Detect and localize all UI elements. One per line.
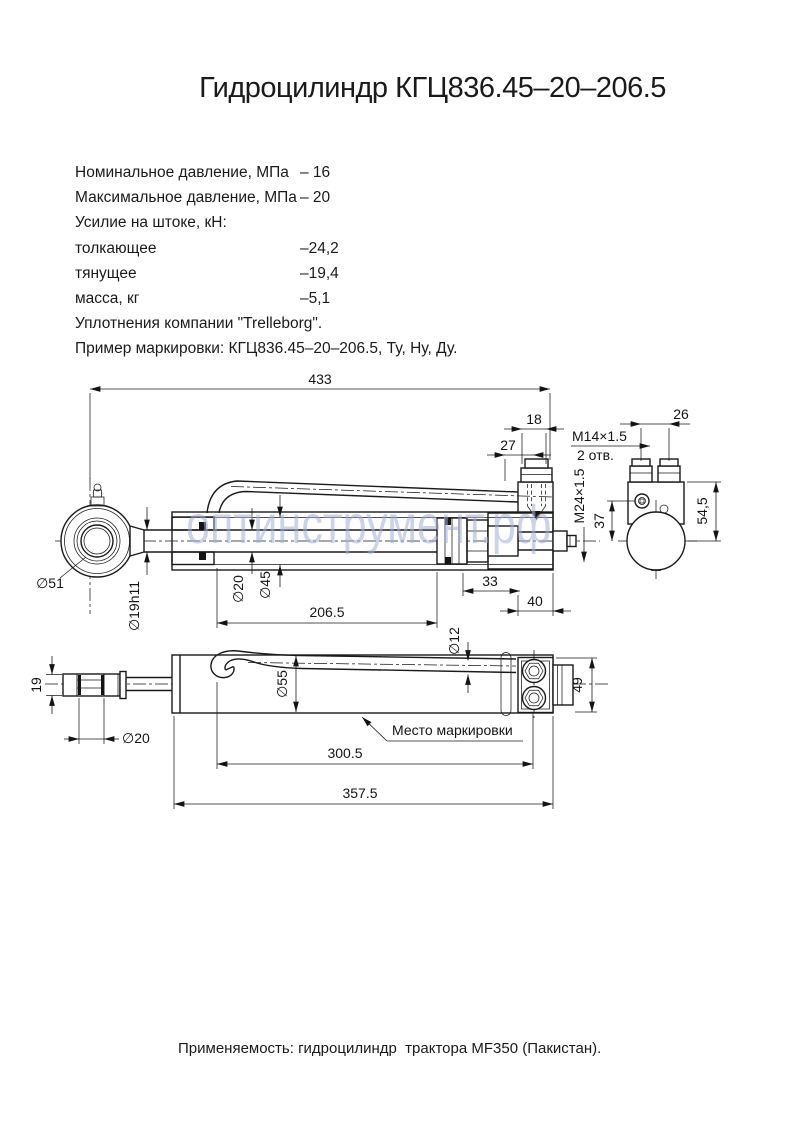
port-block	[518, 459, 553, 520]
spec-value: – 16	[300, 164, 331, 181]
bottom-port-block	[518, 650, 573, 718]
rod-neck	[130, 526, 144, 556]
dim-18-label: 18	[526, 411, 542, 427]
dim-54-5-label: 54,5	[694, 497, 710, 525]
dim-300-5-label: 300.5	[327, 745, 363, 761]
marking-note-label: Место маркировки	[392, 722, 513, 738]
dim-40-label: 40	[527, 593, 543, 609]
spec-label: масса, кг	[75, 289, 140, 307]
bottom-exterior-view	[45, 650, 608, 718]
head-cap	[488, 513, 576, 569]
spec-label: Максимальное давление, МПа	[75, 189, 297, 207]
spec-label: Пример маркировки: КГЦ836.45–20–206.5, Ту, Ну, Ду.	[75, 340, 458, 358]
spec-label: Номинальное давление, МПа	[75, 164, 289, 181]
oil-pipe	[207, 481, 553, 513]
hub-dia-label: ∅20	[122, 730, 150, 746]
bore-dia-label: ∅45	[257, 571, 273, 599]
spec-value: – 20	[300, 189, 331, 207]
dim-206-5-label: 206.5	[309, 604, 345, 620]
spec-label: Уплотнения компании "Trelleborg".	[75, 315, 323, 333]
eye-width-label: 19	[28, 677, 44, 693]
cylinder-end-circle	[627, 512, 685, 570]
dim-357-5-label: 357.5	[342, 785, 378, 801]
dim-27-label: 27	[500, 437, 516, 453]
dim-433-label: 433	[308, 371, 332, 387]
drawing-title: Гидроцилиндр КГЦ836.45–20–206.5	[199, 72, 666, 104]
dim-33-label: 33	[482, 573, 498, 589]
eye-dia-label: ∅51	[36, 575, 64, 591]
rod-eye	[61, 484, 133, 577]
body-dia-label: ∅55	[274, 670, 290, 698]
dimensions-bottom	[28, 627, 597, 809]
end-thread-label: М24×1.5	[571, 468, 587, 524]
spec-value: –19,4	[300, 264, 339, 282]
dim-26-label: 26	[673, 406, 689, 422]
watermark: оптинструмент.рф	[186, 495, 552, 555]
rod-dia-label: ∅20	[230, 575, 246, 603]
dim-49-label: 49	[569, 677, 585, 693]
side-end-view	[618, 459, 697, 580]
grease-fitting	[635, 494, 649, 508]
pipe-dia-label: ∅12	[446, 627, 462, 655]
port-thread-label: M14×1.5	[572, 428, 627, 444]
applicability-note: Применяемость: гидроцилиндр трактора MF350 (Пакистан).	[178, 1040, 602, 1057]
spec-label: Усилие на штоке, кН:	[75, 214, 227, 232]
dim-37-label: 37	[591, 513, 607, 529]
spec-value: –5,1	[300, 289, 331, 307]
journal-dia-label: ∅19h11	[126, 580, 142, 632]
rod-eye-side	[63, 672, 172, 699]
dimensions-main	[36, 371, 721, 631]
spec-label: толкающее	[75, 239, 157, 257]
spec-label: тянущее	[75, 264, 137, 282]
spec-value: –24,2	[300, 239, 339, 257]
port-count-label: 2 отв.	[577, 447, 614, 463]
